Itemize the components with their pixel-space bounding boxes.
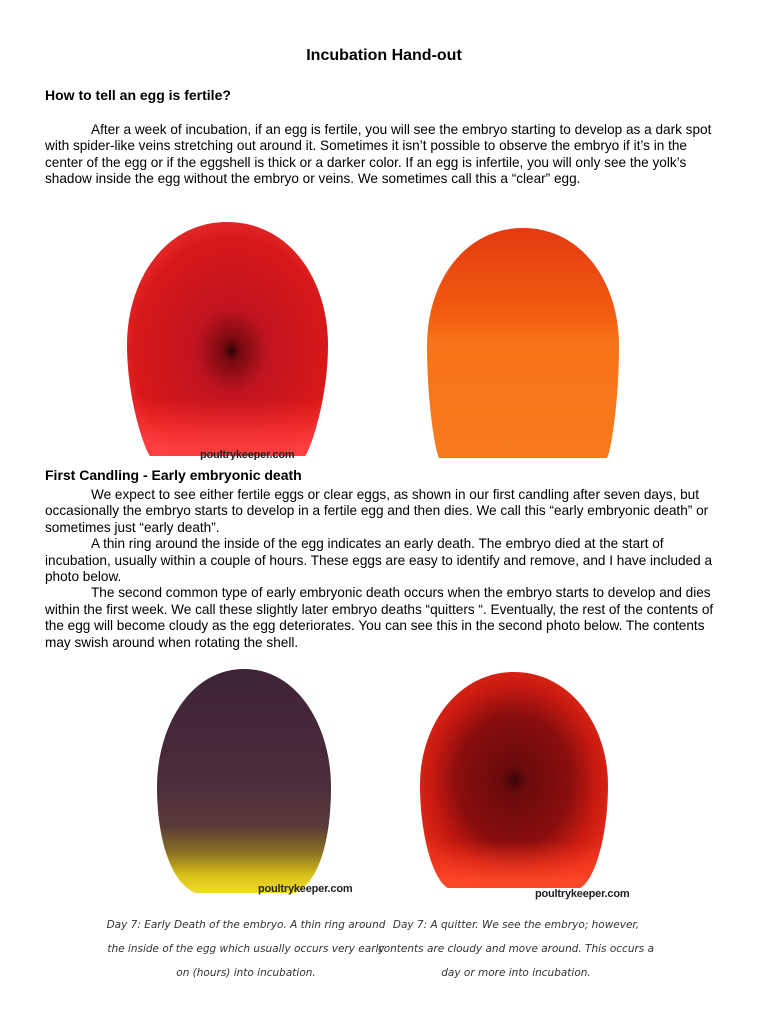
early-death-egg-photo bbox=[155, 667, 333, 897]
early-death-paragraphs bbox=[45, 487, 725, 651]
early-death-caption: Day 7: Early Death of the embryo. A thin ring around the inside of the egg which usually occurs very early on (hours) into incubation. bbox=[106, 919, 386, 979]
fertile-egg-photo bbox=[125, 220, 330, 458]
page-title: Incubation Hand-out bbox=[306, 47, 462, 64]
early-death-paragraph-3: The second common type of early embryonic death occurs when the embryo starts to develop and dies within the first week. We call these slightly later embryo deaths “quitters “. Eventually, the rest of the contents of the egg will become cloudy as the egg deteriorates. You can see this in the second photo below. The contents may swish around when rotating the shell. bbox=[45, 585, 714, 650]
quitter-watermark: poultrykeeper.com bbox=[535, 888, 630, 900]
fertile-paragraph bbox=[45, 122, 725, 188]
figure1-watermark: poultrykeeper.com bbox=[200, 449, 295, 460]
clear-egg-photo bbox=[425, 226, 621, 460]
early-death-watermark: poultrykeeper.com bbox=[258, 883, 353, 895]
fertile-paragraph-text: After a week of incubation, if an egg is fertile, you will see the embryo starting to develop as a dark spot with spider-like veins stretching out around it. Sometimes it isn’t possible to observe the embryo if it’s in the center of the egg or if the eggshell is thick or a darker color. If an egg is infertile, you will only see the yolk’s shadow inside the egg without the embryo or veins. We sometimes call this a “clear” egg. bbox=[45, 122, 712, 187]
early-death-paragraph-1: We expect to see either fertile eggs or clear eggs, as shown in our first candling after seven days, but occasionally the embryo starts to develop in a fertile egg and then dies. We call this “early embryonic death” or sometimes just “early death”. bbox=[45, 487, 709, 535]
quitter-egg-photo bbox=[418, 670, 610, 892]
section-heading-early-death: First Candling - Early embryonic death bbox=[45, 467, 302, 483]
section-heading-fertile: How to tell an egg is fertile? bbox=[45, 87, 231, 103]
early-death-paragraph-2: A thin ring around the inside of the egg indicates an early death. The embryo died at the start of incubation, usually within a couple of hours. These eggs are easy to identify and remove, and I have included a photo below. bbox=[45, 536, 713, 585]
quitter-caption: Day 7: A quitter. We see the embryo; however, contents are cloudy and move around. This occurs a day or more into incubation. bbox=[377, 919, 655, 979]
